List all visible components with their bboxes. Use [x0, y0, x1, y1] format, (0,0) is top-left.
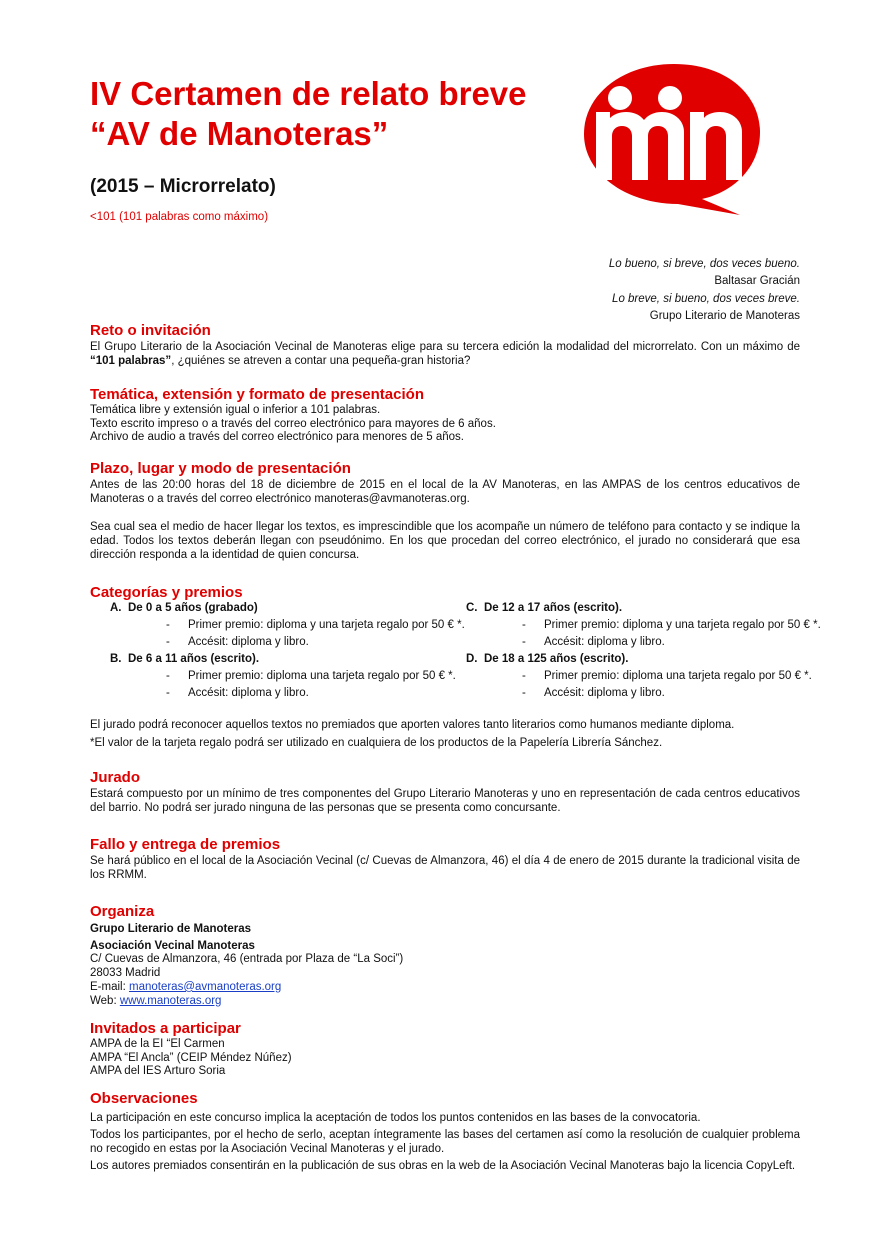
invitado-line: AMPA de la EI “El Carmen	[90, 1038, 225, 1050]
prize-item	[166, 636, 309, 648]
reto-text-bold: “101 palabras”	[90, 355, 172, 367]
gift-card-note: *El valor de la tarjeta regalo podrá ser utilizado en cualquiera de los productos de la Papelería Librería Sánchez.	[90, 737, 663, 749]
prize-text: Primer premio: diploma y una tarjeta regalo por 50 € *.	[544, 619, 821, 631]
prize-item	[522, 636, 665, 648]
tematica-line: Temática libre y extensión igual o inferior a 101 palabras.	[90, 404, 381, 416]
dash: -	[166, 687, 170, 699]
section-heading: Reto o invitación	[90, 322, 211, 339]
invitado-line: AMPA del IES Arturo Soria	[90, 1065, 226, 1078]
title-line-1: IV Certamen de relato breve	[90, 75, 527, 112]
category-letter: B.	[110, 653, 122, 665]
section-plazo	[90, 460, 800, 562]
section-tematica	[90, 386, 800, 445]
prize-text: Accésit: diploma y libro.	[544, 636, 665, 648]
organizer-email-row	[90, 981, 800, 995]
prize-item	[522, 670, 812, 682]
dash: -	[166, 619, 170, 631]
epigraph	[609, 256, 800, 325]
prize-text: Accésit: diploma y libro.	[188, 636, 309, 648]
section-reto	[90, 322, 800, 368]
organizer-web-row	[90, 995, 800, 1009]
prize-item	[166, 670, 456, 682]
tematica-line: Archivo de audio a través del correo electrónico para menores de 5 años.	[90, 431, 464, 444]
jurado-text: Estará compuesto por un mínimo de tres componentes del Grupo Literario Manoteras y uno en representación de cada centros educativos del barrio. No podrá ser jurado ninguna de las personas que se presenta como concursante.	[90, 788, 800, 814]
section-heading: Fallo y entrega de premios	[90, 836, 281, 853]
invitado-line: AMPA “El Ancla” (CEIP Méndez Núñez)	[90, 1051, 292, 1064]
observaciones-text-2: Todos los participantes, por el hecho de serlo, aceptan íntegramente las bases del certamen así como la resolución de cualquier problema no recogido en estas por la Asociación Vecinal Manoteras y el jurado.	[90, 1129, 800, 1155]
subtitle: (2015 – Microrrelato)	[90, 176, 276, 197]
category-label: De 18 a 125 años (escrito).	[484, 653, 629, 665]
observaciones-text-1: La participación en este concurso implica la aceptación de todos los puntos contenidos en las bases de la convocatoria.	[90, 1112, 701, 1124]
speech-bubble-mm-logo	[582, 62, 762, 217]
section-heading: Categorías y premios	[90, 584, 243, 601]
prize-item	[522, 619, 821, 631]
prize-text: Accésit: diploma y libro.	[544, 687, 665, 699]
dash: -	[522, 687, 526, 699]
organizer-address: C/ Cuevas de Almanzora, 46 (entrada por Plaza de “La Soci”)	[90, 953, 404, 966]
prize-item	[166, 619, 465, 631]
reto-text-part: , ¿quiénes se atreven a contar una pequeña-gran historia?	[171, 355, 471, 367]
section-observaciones	[90, 1090, 800, 1173]
jury-note: El jurado podrá reconocer aquellos textos no premiados que aporten valores tanto literarios como humanos mediante diploma.	[90, 719, 735, 731]
category-a	[110, 602, 258, 614]
category-d	[466, 653, 628, 665]
prize-item	[166, 687, 309, 699]
word-limit: <101 (101 palabras como máximo)	[90, 211, 269, 223]
prize-text: Accésit: diploma y libro.	[188, 687, 309, 699]
section-invitados	[90, 1020, 800, 1079]
category-letter: C.	[466, 602, 478, 614]
prize-text: Primer premio: diploma y una tarjeta regalo por 50 € *.	[188, 619, 465, 631]
web-link[interactable]: www.manoteras.org	[119, 994, 222, 1007]
prize-item	[522, 687, 665, 699]
section-jurado	[90, 769, 800, 815]
prize-text: Primer premio: diploma una tarjeta regalo por 50 € *.	[544, 670, 812, 682]
quote-1: Lo bueno, si breve, dos veces bueno.	[608, 258, 800, 270]
quote-2-author: Grupo Literario de Manoteras	[649, 309, 800, 322]
web-label: Web:	[90, 994, 120, 1007]
observaciones-text-3: Los autores premiados consentirán en la publicación de sus obras en la web de la Asociación Vecinal Manoteras bajo la licencia CopyLeft.	[90, 1160, 796, 1172]
dash: -	[522, 636, 526, 648]
reto-text	[90, 340, 800, 368]
quote-1-author: Baltasar Gracián	[714, 275, 800, 288]
dash: -	[522, 670, 526, 682]
organizer-name: Grupo Literario de Manoteras	[90, 923, 252, 935]
section-heading: Organiza	[90, 903, 155, 920]
reto-text-part: El Grupo Literario de la Asociación Vecinal de Manoteras elige para su tercera edición la modalidad del microrrelato. Con un máximo de	[90, 341, 800, 353]
email-label: E-mail:	[90, 980, 129, 993]
section-heading: Observaciones	[90, 1090, 198, 1107]
plazo-text-2: Sea cual sea el medio de hacer llegar los textos, es imprescindible que los acompañe un número de teléfono para contacto y se indique la edad. Todos los textos deberán llegan con pseudónimo. En los que procedan del correo electrónico, el jurado no considerará que esa dirección responda a la identidad de quien concursa.	[90, 521, 800, 561]
category-letter: A.	[110, 602, 122, 614]
fallo-text: Se hará público en el local de la Asociación Vecinal (c/ Cuevas de Almanzora, 46) el día 4 de enero de 2015 durante la tradicional visita de los RRMM.	[90, 855, 800, 881]
organizer-name: Asociación Vecinal Manoteras	[90, 939, 255, 952]
section-categorias	[90, 584, 800, 602]
dash: -	[522, 619, 526, 631]
section-fallo	[90, 836, 800, 882]
dash: -	[166, 636, 170, 648]
email-link[interactable]: manoteras@avmanoteras.org	[128, 980, 282, 993]
category-letter: D.	[466, 653, 478, 665]
section-heading: Invitados a participar	[90, 1020, 241, 1037]
section-organiza	[90, 903, 800, 1008]
category-label: De 12 a 17 años (escrito).	[484, 602, 623, 614]
plazo-text-1: Antes de las 20:00 horas del 18 de diciembre de 2015 en el local de la AV Manoteras, en las AMPAS de los centros educativos de Manoteras o a través del correo electrónico manoteras@avmanoteras.org.	[90, 479, 800, 505]
page-title	[90, 74, 527, 154]
tematica-line: Texto escrito impreso o a través del correo electrónico para mayores de 6 años.	[90, 417, 496, 430]
category-b	[110, 653, 259, 665]
section-heading: Plazo, lugar y modo de presentación	[90, 460, 351, 477]
quote-2: Lo breve, si bueno, dos veces breve.	[612, 292, 800, 305]
category-label: De 6 a 11 años (escrito).	[128, 653, 260, 665]
category-label: De 0 a 5 años (grabado)	[128, 602, 258, 614]
category-c	[466, 602, 622, 614]
section-heading: Jurado	[90, 769, 141, 786]
section-heading: Temática, extensión y formato de presentación	[90, 386, 424, 403]
dash: -	[166, 670, 170, 682]
prize-text: Primer premio: diploma una tarjeta regalo por 50 € *.	[188, 670, 456, 682]
title-line-2: “AV de Manoteras”	[90, 115, 389, 152]
organizer-city: 28033 Madrid	[90, 967, 161, 980]
